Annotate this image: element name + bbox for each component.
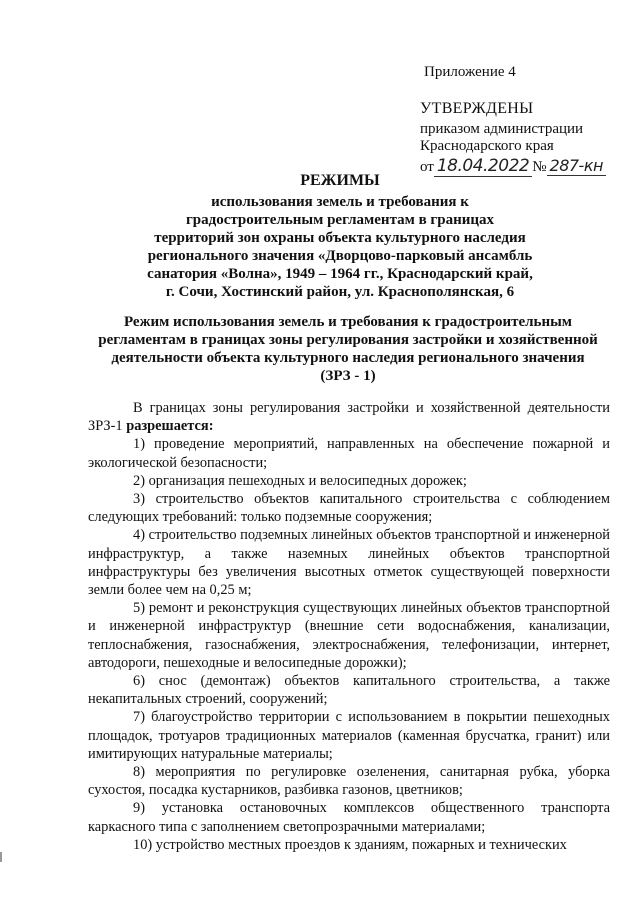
- list-item: 2) организация пешеходных и велосипедных дорожек;: [133, 472, 467, 489]
- document-subtitle: [120, 193, 560, 301]
- intro-bold: разрешается:: [126, 418, 214, 435]
- subtitle-line: использования земель и требования к: [211, 194, 469, 210]
- list-item: 6) снос (демонтаж) объектов капитального строительства, а также некапитальных строений, сооружений;: [88, 673, 610, 708]
- list-item: 3) строительство объектов капитального строительства с соблюдением следующих требований: только подземные сооружения;: [88, 491, 610, 526]
- subtitle-line: регионального значения «Дворцово-парковый ансамбль: [147, 248, 533, 264]
- approved-label: УТВЕРЖДЕНЫ: [420, 100, 534, 117]
- document-title: РЕЖИМЫ: [300, 172, 380, 189]
- order-line-1: приказом администрации: [420, 121, 584, 137]
- subtitle-line: градостроительным регламентам в границах: [185, 212, 495, 228]
- intro-text: В границах зоны регулирования застройки и хозяйственной деятельности ЗРЗ-1: [88, 400, 610, 435]
- subtitle-line: санатория «Волна», 1949 – 1964 гг., Краснодарский край,: [147, 266, 533, 282]
- section-title: [78, 313, 618, 385]
- appendix-label: Приложение 4: [424, 64, 516, 80]
- list-item: 4) строительство подземных линейных объектов транспортной и инженерной инфраструктур, а также наземных линейных объектов транспортной инфраструктуры без увеличения высотных отметок существующей поверхности земли более чем на 0,25 м;: [88, 527, 610, 599]
- intro-paragraph: [88, 399, 610, 435]
- handwritten-number: 287-кн: [547, 156, 606, 176]
- margin-mark: [0, 852, 2, 862]
- list-item: 7) благоустройство территории с использованием в покрытии пешеходных площадок, тротуаров традиционных материалов (каменная брусчатка, гранит) или имитирующих натуральные материалы;: [88, 709, 610, 762]
- section-title-line: деятельности объекта культурного наследия регионального значения: [111, 350, 585, 366]
- list-item: 5) ремонт и реконструкция существующих линейных объектов транспортной и инженерной инфраструктур (внешние сети водоснабжения, канализации, теплоснабжения, газоснабжения, электроснабжения, телефонизации, интернет, автодороги, пешеходные и велосипедные дорожки);: [88, 600, 610, 671]
- list-item: 9) установка остановочных комплексов общественного транспорта каркасного типа с заполнением светопрозрачными материалами;: [88, 800, 610, 835]
- subtitle-line: г. Сочи, Хостинский район, ул. Краснополянская, 6: [165, 284, 515, 300]
- list-item: 10) устройство местных проездов к зданиям, пожарных и технических: [133, 836, 567, 853]
- section-title-line: (ЗРЗ - 1): [320, 368, 376, 384]
- section-title-line: Режим использования земель и требования к градостроительным: [123, 314, 573, 330]
- number-label: №: [532, 159, 547, 175]
- handwritten-date: 18.04.2022: [434, 156, 532, 177]
- list-item: 8) мероприятия по регулировке озеленения, санитарная рубка, уборка сухостоя, посадка кустарников, разбивка газонов, цветников;: [88, 764, 610, 799]
- section-body: [88, 399, 610, 854]
- subtitle-line: территорий зон охраны объекта культурного наследия: [154, 230, 526, 246]
- section-title-line: регламентам в границах зоны регулирования застройки и хозяйственной: [98, 332, 598, 348]
- list-item: 1) проведение мероприятий, направленных на обеспечение пожарной и экологической безопасности;: [88, 436, 610, 471]
- from-label: от: [420, 159, 434, 175]
- order-line-2: Краснодарского края: [420, 138, 554, 154]
